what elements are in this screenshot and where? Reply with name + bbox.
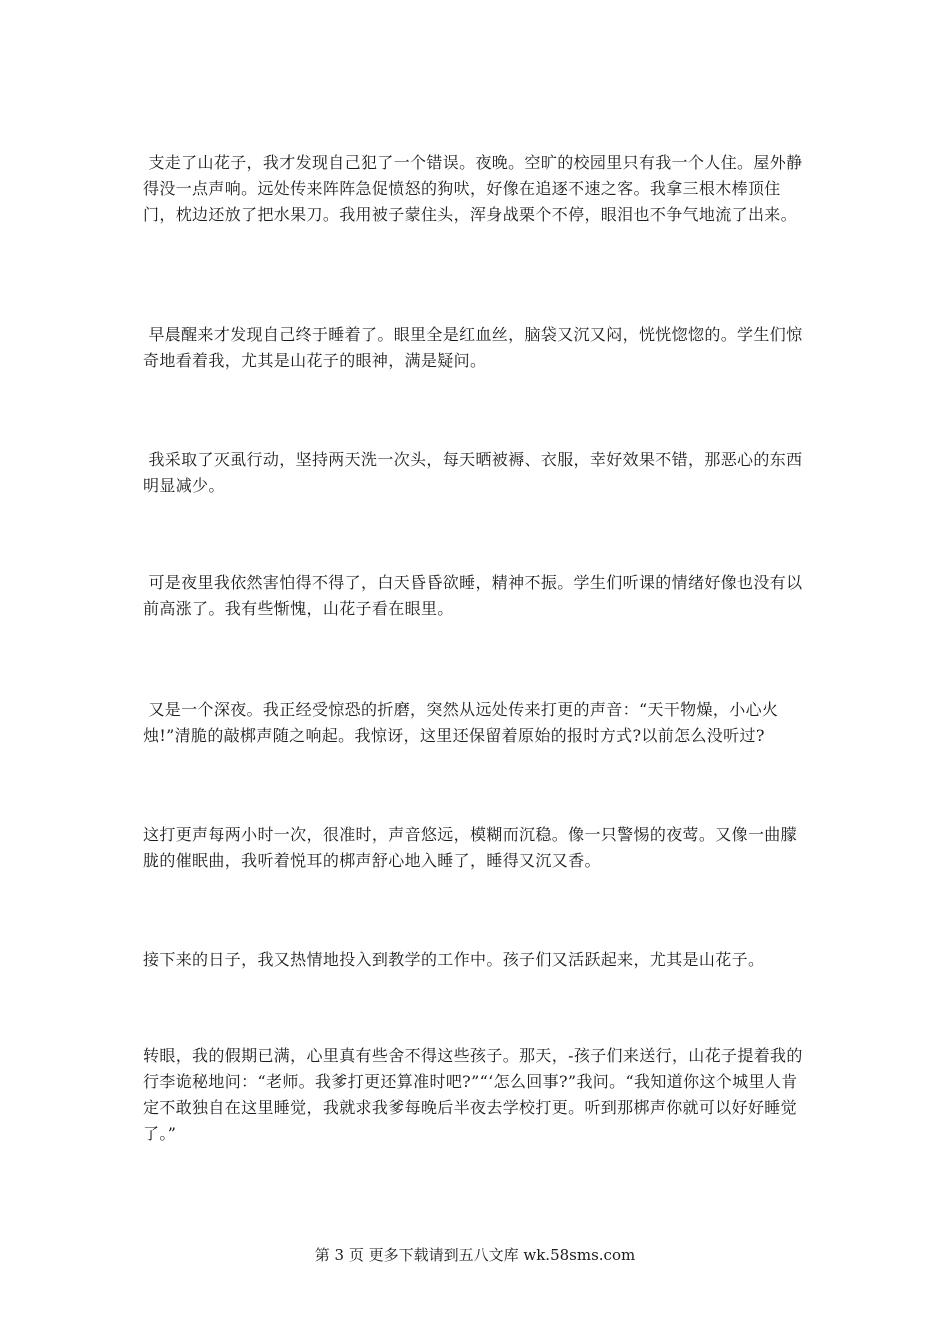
paragraph: 这打更声每两小时一次，很准时，声音悠远，模糊而沉稳。像一只警惕的夜莺。又像一曲朦胧的催眠曲，我听着悦耳的梆声舒心地入睡了，睡得又沉又香。: [143, 825, 798, 870]
paragraph: 接下来的日子，我又热情地投入到教学的工作中。孩子们又活跃起来，尤其是山花子。: [143, 950, 765, 969]
paragraph: 又是一个深夜。我正经受惊恐的折磨，突然从远处传来打更的声音：“天干物燥，小心火烛!”清脆的敲梆声随之响起。我惊讶，这里还保留着原始的报时方式?以前怎么没听过?: [143, 700, 779, 745]
paragraph: 我采取了灭虱行动，坚持两天洗一次头，每天晒被褥、衣服，幸好效果不错，那恶心的东西明显减少。: [143, 450, 803, 495]
paragraph: 可是夜里我依然害怕得不得了，白天昏昏欲睡，精神不振。学生们听课的情绪好像也没有以前高涨了。我有些惭愧，山花子看在眼里。: [143, 573, 803, 618]
paragraph: 支走了山花子，我才发现自己犯了一个错误。夜晚。空旷的校园里只有我一个人住。屋外静得没一点声响。远处传来阵阵急促愤怒的狗吠，好像在追逐不速之客。我拿三根木棒顶住门，枕边还放了把水果刀。我用被子蒙住头，浑身战栗个不停，眼泪也不争气地流了出来。: [143, 153, 803, 224]
paragraph: 早晨醒来才发现自己终于睡着了。眼里全是红血丝，脑袋又沉又闷，恍恍惚惚的。学生们惊奇地看着我，尤其是山花子的眼神，满是疑问。: [143, 325, 803, 370]
page-footer: 第 3 页 更多下载请到五八文库 wk.58sms.com: [314, 1246, 636, 1264]
paragraph: 转眼，我的假期已满，心里真有些舍不得这些孩子。那天，-孩子们来送行，山花子提着我的行李诡秘地问：“老师。我爹打更还算准时吧?”“‘怎么回事?”我问。“我知道你这个城里人肯定不敢独自在这里睡觉，我就求我爹每晚后半夜去学校打更。听到那梆声你就可以好好睡觉了。”: [143, 1046, 803, 1143]
